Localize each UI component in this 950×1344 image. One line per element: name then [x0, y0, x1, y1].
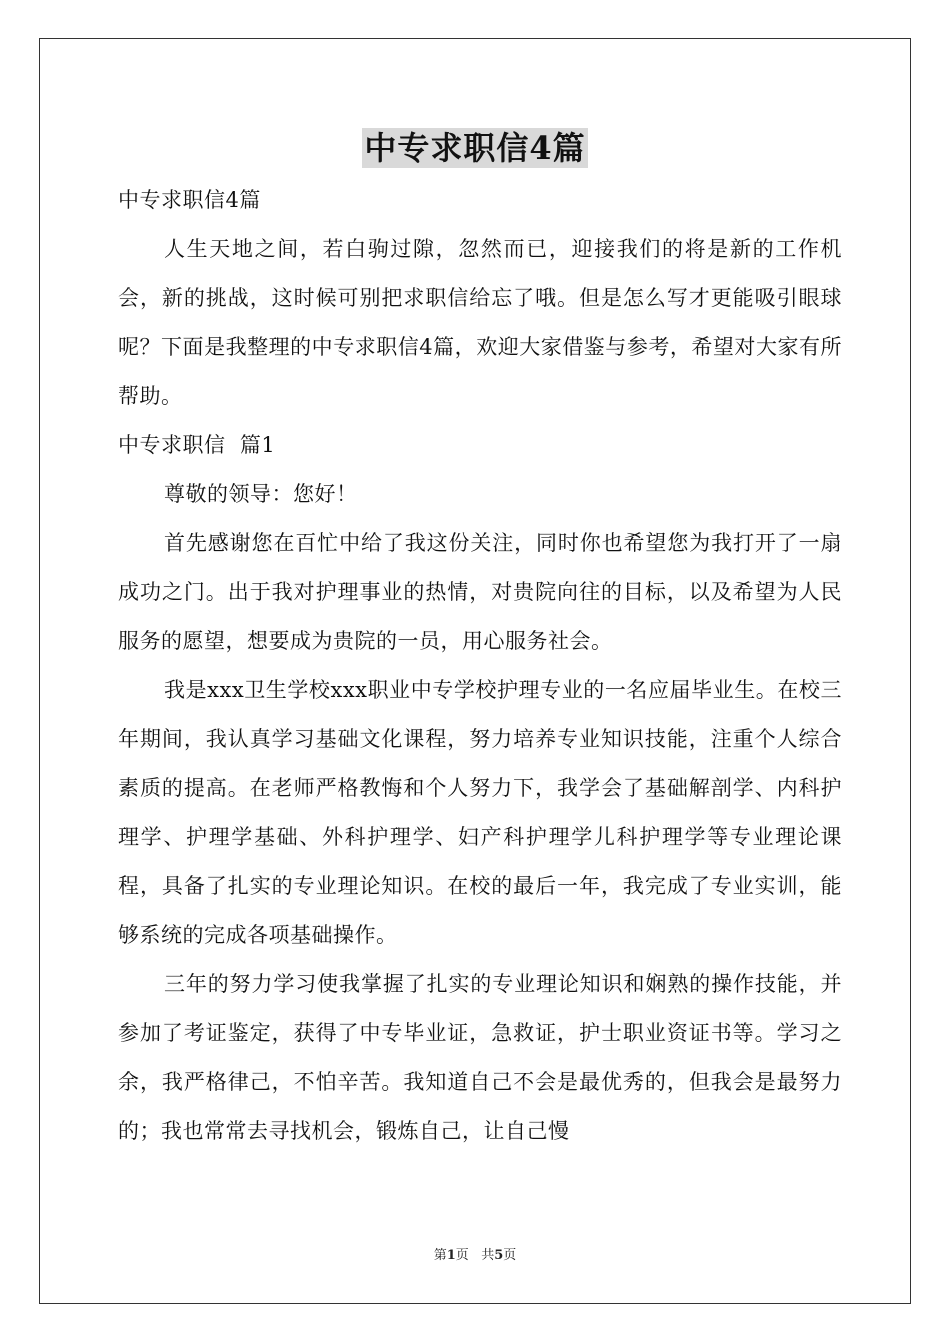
letter-paragraph-3: 三年的努力学习使我掌握了扎实的专业理论知识和娴熟的操作技能，并参加了考证鉴定，获得了中专毕业证，急救证，护士职业资证书等。学习之余，我严格律己，不怕辛苦。我知道自己不会是最优秀的，但我会是最努力的；我也常常去寻找机会，锻炼自己，让自己慢 [118, 972, 842, 1143]
letter-paragraph-2: 我是xxx卫生学校xxx职业中专学校护理专业的一名应届毕业生。在校三年期间，我认真学习基础文化课程，努力培养专业知识技能，注重个人综合素质的提高。在老师严格教悔和个人努力下，我学会了基础解剖学、内科护理学、护理学基础、外科护理学、妇产科护理学儿科护理学等专业理论课程，具备了扎实的专业理论知识。在校的最后一年，我完成了专业实训，能够系统的完成各项基础操作。 [118, 678, 842, 947]
section-heading: 中专求职信 篇1 [118, 433, 276, 457]
page-prefix: 第 [433, 1248, 447, 1263]
page-footer [0, 1246, 950, 1266]
page-number: 1 [446, 1248, 456, 1263]
page-suffix: 页 [503, 1248, 517, 1263]
page-mid: 页 共 [455, 1248, 495, 1263]
intro-paragraph: 人生天地之间，若白驹过隙，忽然而已，迎接我们的将是新的工作机会，新的挑战，这时候可别把求职信给忘了哦。但是怎么写才更能吸引眼球呢？下面是我整理的中专求职信4篇，欢迎大家借鉴与参考，希望对大家有所帮助。 [118, 237, 842, 408]
letter-paragraph-1: 首先感谢您在百忙中给了我这份关注，同时你也希望您为我打开了一扇成功之门。出于我对护理事业的热情，对贵院向往的目标，以及希望为人民服务的愿望，想要成为贵院的一员，用心服务社会。 [118, 531, 842, 653]
document-title: 中专求职信4篇 [364, 129, 586, 167]
title-container [0, 128, 950, 168]
page-total: 5 [494, 1248, 504, 1263]
letter-salutation: 尊敬的领导：您好！ [164, 482, 358, 506]
document-body [118, 176, 842, 1156]
document-subtitle: 中专求职信4篇 [118, 188, 261, 212]
